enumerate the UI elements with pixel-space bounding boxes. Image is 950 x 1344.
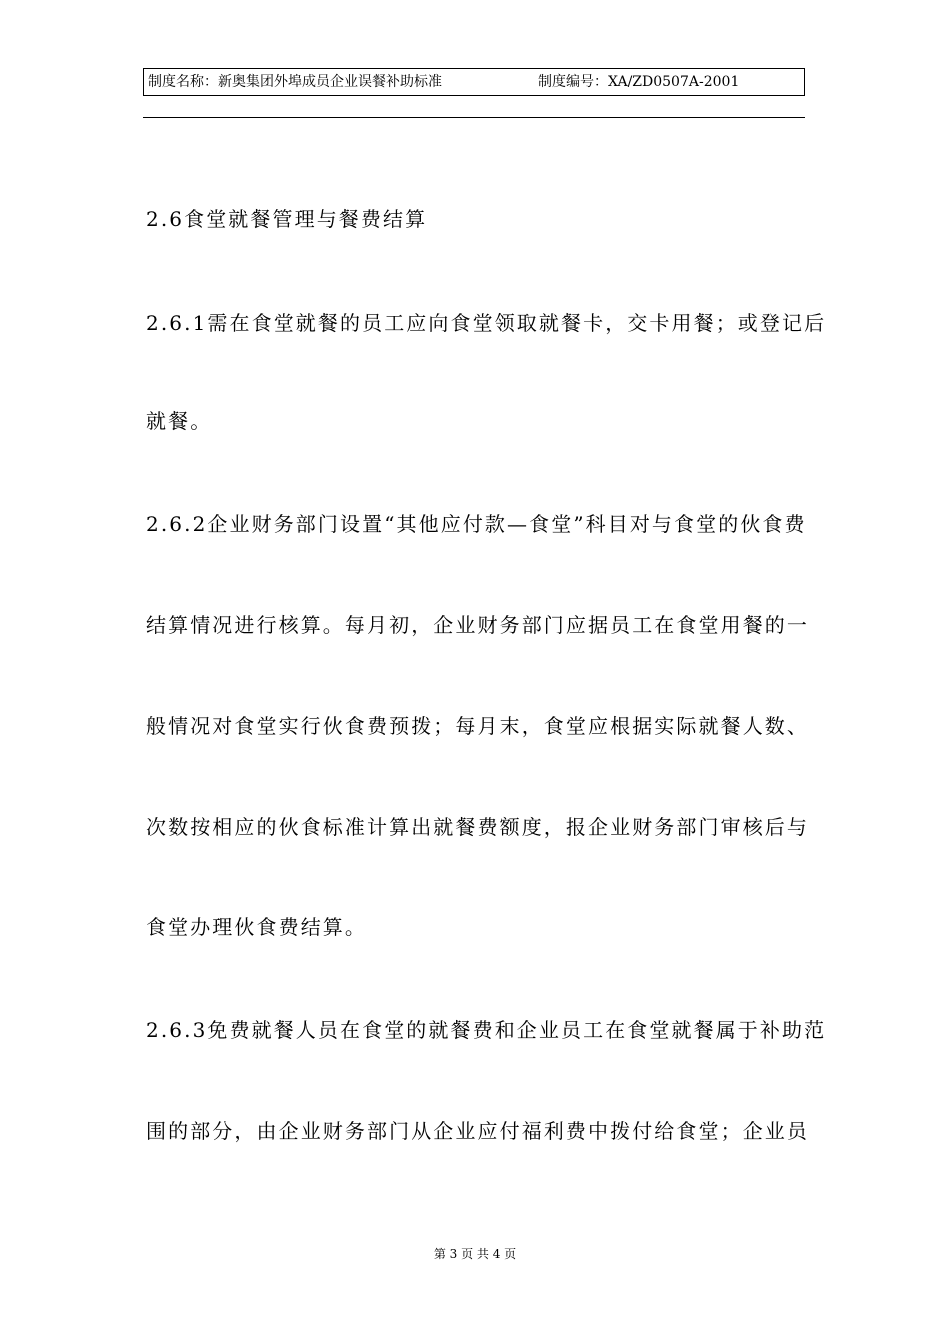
paragraph-line: 食堂办理伙食费结算。 [146,915,367,939]
paragraph-line: 围的部分，由企业财务部门从企业应付福利费中拨付给食堂；企业员 [146,1119,809,1143]
paragraph-line: 2.6.3免费就餐人员在食堂的就餐费和企业员工在食堂就餐属于补助范 [146,1018,827,1042]
regulation-header [143,68,805,96]
regulation-name: 制度名称：新奥集团外埠成员企业误餐补助标准 [148,74,442,90]
section-heading: 2.6食堂就餐管理与餐费结算 [146,207,428,231]
paragraph-line: 次数按相应的伙食标准计算出就餐费额度，报企业财务部门审核后与 [146,815,809,839]
header-divider [143,117,805,118]
paragraph-line: 2.6.1需在食堂就餐的员工应向食堂领取就餐卡，交卡用餐；或登记后 [146,311,827,335]
paragraph-line: 结算情况进行核算。每月初，企业财务部门应据员工在食堂用餐的一 [146,613,809,637]
paragraph-line: 般情况对食堂实行伙食费预拨；每月末，食堂应根据实际就餐人数、 [146,714,809,738]
page-number: 第 3 页 共 4 页 [433,1247,517,1261]
paragraph-line: 2.6.2企业财务部门设置“其他应付款—食堂”科目对与食堂的伙食费 [146,512,807,536]
paragraph-line: 就餐。 [146,409,213,433]
regulation-code: 制度编号：XA/ZD0507A-2001 [538,74,740,90]
